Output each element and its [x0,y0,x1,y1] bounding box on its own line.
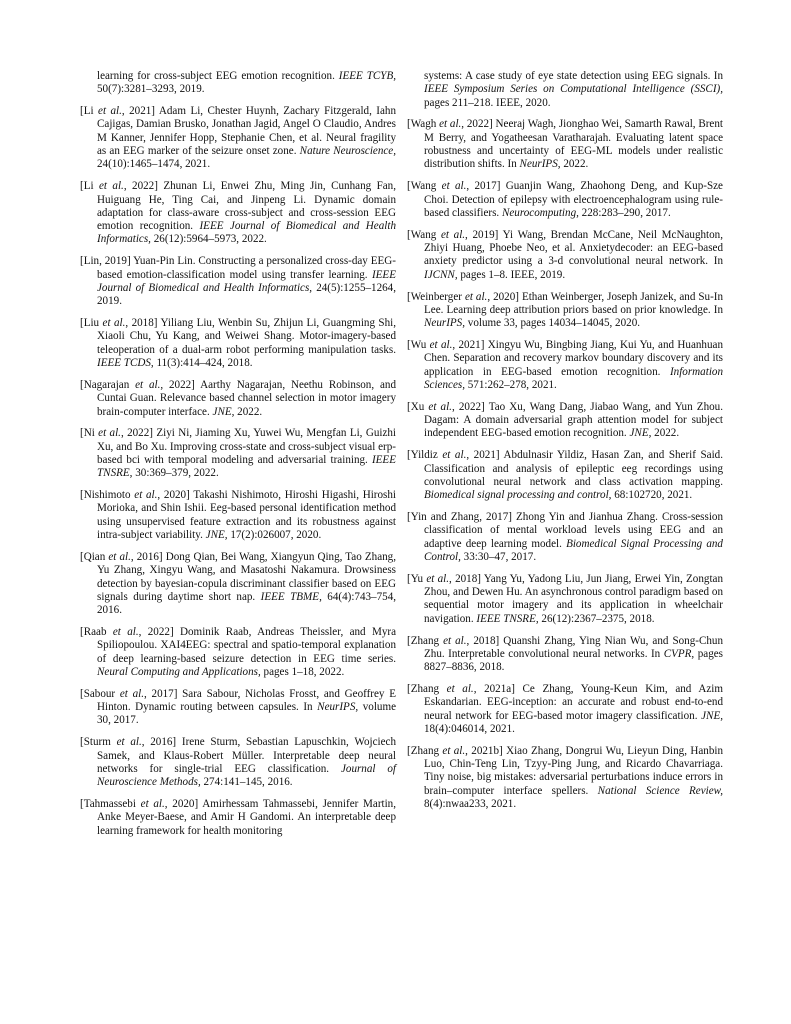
reference-entry [80,70,396,97]
reference-entry [80,688,396,728]
reference-tail: 11(3):414–424, 2018. [156,357,253,370]
reference-tail: 228:283–290, 2017. [581,206,671,219]
reference-entry [407,291,723,331]
reference-entry [407,511,723,564]
reference-key: [Wu et al., 2021] [407,339,485,352]
reference-tail: 68:102720, 2021. [614,489,693,502]
reference-venue: JNE, [212,405,235,418]
reference-text: Zhong Yin and Jianhua Zhang. Cross-session classification of mental workload levels using EEG and an adaptive deep learning model. [424,511,723,550]
reference-text: Zhunan Li, Enwei Zhu, Ming Jin, Cunhang Fan, Huiguang He, Ting Cai, and Jinpeng Li. Dynamic domain adaptation for class-aware cross-subject and cross-session EEG emotion recognition. [97,180,397,233]
reference-tail: pages 8827–8836, 2018. [424,647,723,674]
reference-entry [80,379,396,419]
reference-key: [Raab et al., 2022] [80,626,174,639]
reference-venue: JNE, [205,529,228,542]
reference-key: [Lin, 2019] [80,255,131,268]
reference-column-right [407,70,723,820]
reference-venue: Journal of Neuroscience Methods, [97,762,396,789]
reference-entry [407,70,723,110]
reference-tail: pages 211–218. IEEE, 2020. [424,96,551,109]
reference-tail: 2022. [654,427,680,440]
reference-venue: IEEE TCDS, [97,357,154,370]
reference-tail: 18(4):046014, 2021. [424,723,515,735]
reference-entry [407,401,723,441]
reference-column-left [80,70,396,847]
reference-venue: IEEE TNSRE, [476,612,539,625]
reference-key: [Yildiz et al., 2021] [407,449,500,462]
reference-key: [Nishimoto et al., 2020] [80,489,190,502]
reference-key: [Yu et al., 2018] [407,572,481,585]
reference-text: Yuan-Pin Lin. Constructing a personalized cross-day EEG-based emotion-classification model using transfer learning. [97,255,397,281]
reference-text: Aarthy Nagarajan, Neethu Robinson, and Cuntai Guan. Relevance based channel selection in motor imagery brain-computer interface. [97,378,396,418]
reference-entry [80,255,396,308]
reference-text: Yang Yu, Yadong Liu, Jun Jiang, Erwei Yin, Zongtan Zhou, and Dewen Hu. An asynchronous control paradigm based on sequential motor imagery and its application in wheelchair navigation. [424,572,723,625]
reference-venue: IEEE Journal of Biomedical and Health Informatics, [97,268,396,294]
reference-tail: pages 1–8. IEEE, 2019. [460,268,566,281]
reference-venue: IJCNN, [424,268,458,281]
reference-entry [80,105,396,171]
reference-venue: IEEE TNSRE, [97,453,396,480]
reference-text: Neeraj Wagh, Jionghao Wei, Samarth Rawal, Brent M Berry, and Yogatheesan Varatharajah. Evaluating latent space robustness and uncertainty of EEG-ML models under realistic distribution shifts. In [424,118,723,171]
reference-tail: volume 33, pages 14034–14045, 2020. [467,317,641,330]
reference-text: Ce Zhang, Young-Keun Kim, and Azim Eskandarian. EEG-inception: an accurate and robust end-to-end neural network for EEG-based motor imagery classification. [424,683,723,722]
reference-text: Xiao Zhang, Dongrui Wu, Lieyun Ding, Hanbin Luo, Chin-Teng Lin, Tzyy-Ping Jung, and Ricardo Chavarriaga. Tiny noise, big mistakes: adversarial perturbations induce errors in brain–computer interface spellers. [424,744,724,797]
reference-text: Abdulnasir Yildiz, Hasan Zan, and Sherif Said. Classification and analysis of epileptic eeg recordings using convolutional neural network and class activation mapping. [424,449,723,488]
reference-venue: Biomedical signal processing and control, [424,489,612,502]
reference-entry [407,180,723,220]
reference-text: Ziyi Ni, Jiaming Xu, Yuwei Wu, Mengfan Li, Guizhi Xu, and Bo Xu. Improving cross-state and cross-subject visual erp-based bci with temporal modeling and adversarial training. [97,427,397,466]
reference-text: Adam Li, Chester Huynh, Zachary Fitzgerald, Iahn Cajigas, Damian Brusko, Jonathan Jagid, Angel O Claudio, Andres M Kanner, Jennifer Hopp, Stephanie Chen, et al. Neural fragility as an EEG marker of the seizure onset zone. [97,105,397,158]
reference-text: Tao Xu, Wang Dang, Jiabao Wang, and Yun Zhou. Dagam: A domain adversarial graph attention model for subject independent EEG-based emotion recognition. [424,400,723,440]
reference-entry [80,427,396,480]
reference-entry [407,449,723,502]
reference-key: [Xu et al., 2022] [407,400,485,413]
reference-venue: IEEE Symposium Series on Computational Intelligence (SSCI), [424,83,723,96]
reference-venue: Neural Computing and Applications, [97,665,261,678]
reference-key: [Yin and Zhang, 2017] [407,511,512,524]
reference-venue: Biomedical Signal Processing and Control, [424,537,723,563]
reference-venue: JNE, [701,709,723,722]
reference-text: Irene Sturm, Sebastian Lapuschkin, Wojciech Samek, and Klaus-Robert Müller. Interpretable deep neural networks for single-trial EEG classification. [97,736,396,775]
reference-tail: 64(4):743–754, 2016. [97,590,397,617]
reference-venue: NeurIPS, [519,158,561,171]
reference-key: [Sturm et al., 2016] [80,736,177,749]
reference-text: Amirhessam Tahmassebi, Jennifer Martin, Anke Meyer-Baese, and Amir H Gandomi. An interpretable deep learning framework for health monitoring [97,798,396,837]
reference-key: [Wang et al., 2017] [407,180,501,193]
reference-text: systems: A case study of eye state detection using EEG signals. In [424,70,723,82]
reference-venue: IEEE TCYB, [338,70,397,82]
reference-entry [407,229,723,282]
reference-venue: NeurIPS, [317,701,359,714]
reference-tail: volume 30, 2017. [97,701,396,727]
reference-entry [407,118,723,171]
reference-key: [Zhang et al., 2021a] [407,683,515,696]
reference-tail: 571:262–278, 2021. [467,378,557,391]
reference-key: [Nagarajan et al., 2022] [80,378,195,391]
reference-key: [Sabour et al., 2017] [80,687,178,700]
reference-key: [Ni et al., 2022] [80,427,153,440]
reference-text: Dominik Raab, Andreas Theissler, and Myra Spiliopoulou. XAI4EEG: spectral and spatio-temporal explanation of deep learning-based seizure detection in EEG time series. [97,626,396,665]
reference-text: Guanjin Wang, Zhaohong Deng, and Kup-Sze Choi. Detection of epilepsy with electroencephalogram using rule-based classifiers. [424,180,723,219]
reference-text: Sara Sabour, Nicholas Frosst, and Geoffrey E Hinton. Dynamic routing between capsules. In [97,687,396,714]
reference-key: [Liu et al., 2018] [80,317,158,330]
reference-text: Yi Wang, Brendan McCane, Neil McNaughton, Zhiyi Huang, Phoebe Neo, et al. Anxietydecoder: an EEG-based anxiety predictor using a 3-d convolutional neural network. In [424,228,723,268]
reference-text: Ethan Weinberger, Joseph Janizek, and Su-In Lee. Learning deep attribution priors based on prior knowledge. In [424,290,724,316]
reference-text: Xingyu Wu, Bingbing Jiang, Kui Yu, and Huanhuan Chen. Separation and recovery markov boundary discovery and its application in EEG-based emotion recognition. [424,339,723,378]
reference-venue: IEEE Journal of Biomedical and Health Informatics, [97,220,396,246]
reference-venue: IEEE TBME, [260,590,322,603]
reference-venue: JNE, [629,427,652,440]
reference-venue: Neurocomputing, [501,206,579,219]
reference-entry [80,551,396,617]
reference-key: [Zhang et al., 2018] [407,634,500,647]
reference-tail: 26(12):5964–5973, 2022. [153,233,267,246]
reference-entry [80,736,396,789]
reference-tail: 17(2):026007, 2020. [230,529,322,542]
reference-tail: 24(10):1465–1474, 2021. [97,158,211,171]
reference-entry [407,573,723,626]
reference-venue: CVPR, [663,647,695,660]
reference-entry [80,626,396,679]
reference-tail: 24(5):1255–1264, 2019. [97,281,396,308]
reference-entry [80,180,396,246]
reference-tail: 8(4):nwaa233, 2021. [424,798,517,811]
reference-entry [80,798,396,838]
reference-key: [Qian et al., 2016] [80,550,163,563]
reference-venue: National Science Review, [597,784,723,797]
reference-tail: 26(12):2367–2375, 2018. [541,612,655,625]
reference-key: [Zhang et al., 2021b] [407,744,503,757]
reference-tail: pages 1–18, 2022. [263,665,345,678]
reference-key: [Weinberger et al., 2020] [407,290,519,303]
reference-key: [Li et al., 2022] [80,180,158,193]
reference-key: [Wang et al., 2019] [407,228,499,241]
reference-venue: NeurIPS, [424,317,465,330]
reference-entry [407,339,723,392]
reference-tail: 33:30–47, 2017. [463,550,537,563]
reference-text: Yiliang Liu, Wenbin Su, Zhijun Li, Guangming Shi, Xiaoli Chu, Yu Kang, and Weiwei Shang. Motor-imagery-based teleoperation of a dual-arm robot performing manipulation tasks. [97,317,396,356]
reference-tail: 50(7):3281–3293, 2019. [97,83,205,96]
reference-text: Takashi Nishimoto, Hiroshi Higashi, Hiroshi Morioka, and Shin Ishii. Eeg-based personal identification method using unsupervised feature extraction and its robustness against intra-subject variability. [97,489,396,542]
reference-tail: 2022. [563,158,589,171]
reference-key: [Tahmassebi et al., 2020] [80,798,199,811]
reference-entry [80,489,396,542]
reference-entry [407,683,723,736]
reference-key: [Li et al., 2021] [80,105,156,118]
reference-tail: 274:141–145, 2016. [203,776,293,789]
reference-tail: 2022. [237,405,263,418]
reference-entry [80,317,396,370]
reference-venue: Nature Neuroscience, [299,145,396,158]
reference-entry [407,745,723,811]
reference-tail: 30:369–379, 2022. [135,467,219,480]
reference-text: Quanshi Zhang, Ying Nian Wu, and Song-Chun Zhu. Interpretable convolutional neural networks. In [424,634,724,660]
reference-venue: Information Sciences, [424,365,723,391]
reference-entry [407,635,723,675]
reference-text: learning for cross-subject EEG emotion recognition. [97,70,335,82]
reference-text: Dong Qian, Bei Wang, Xiangyun Qing, Tao Zhang, Yu Zhang, Xingyu Wang, and Masatoshi Nakamura. Drowsiness detection by bayesian-copula discriminant classifier based on EEG signals during daytime short nap. [97,550,396,603]
reference-key: [Wagh et al., 2022] [407,118,493,131]
